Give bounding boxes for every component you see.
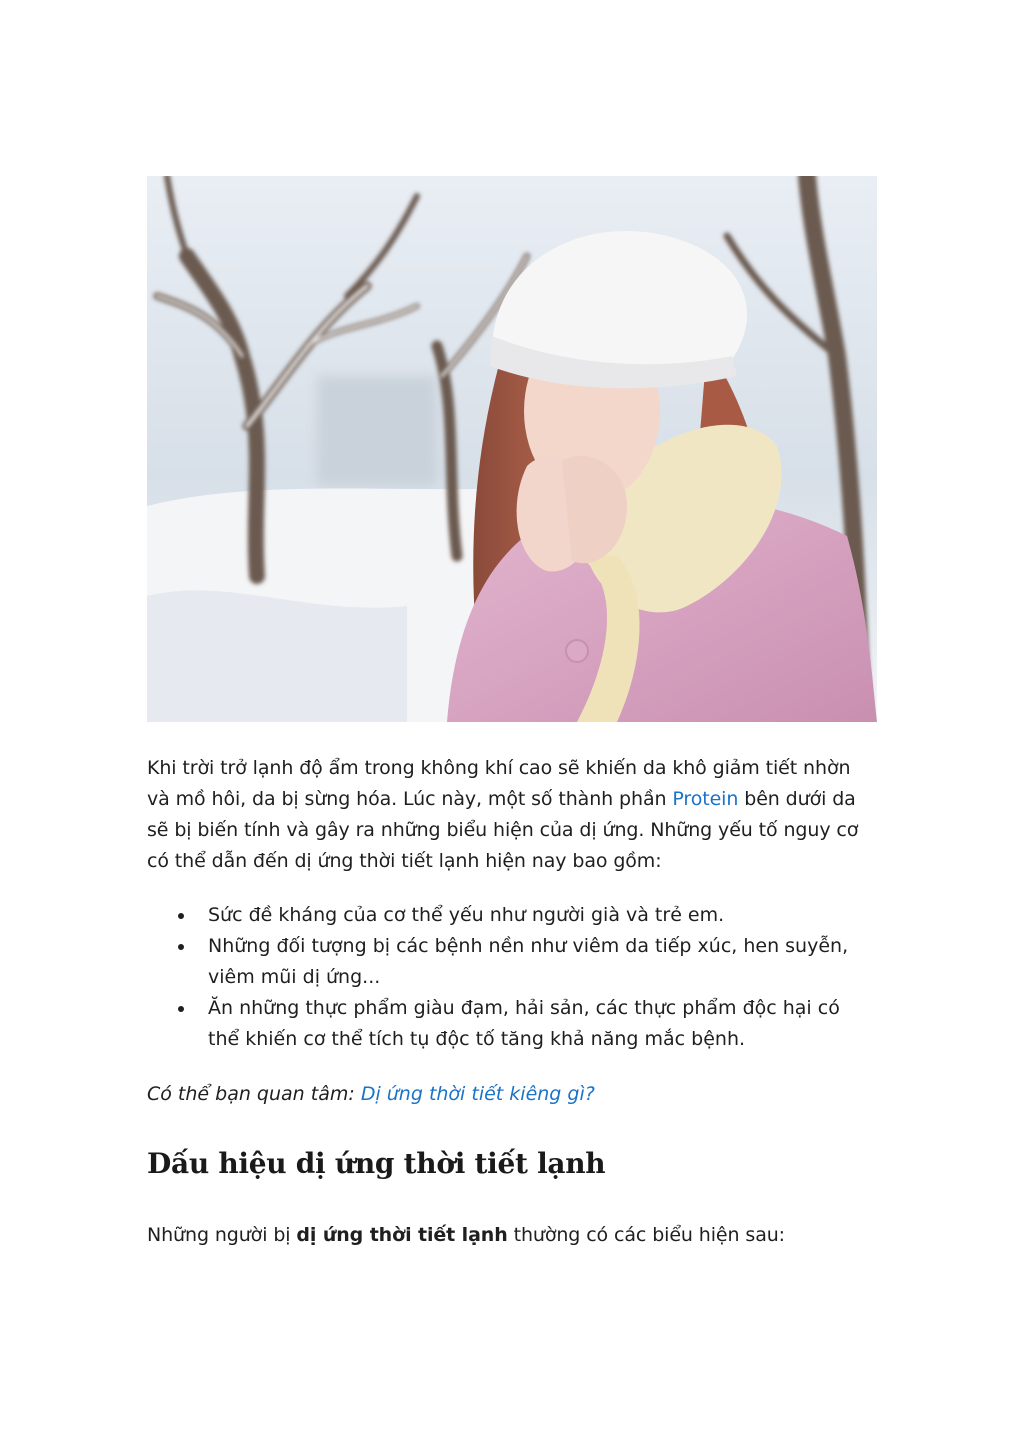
intro-text-end: bên dưới da sẽ bị biến tính và gây ra những biểu hiện của dị ứng. Những yếu tố nguy cơ có thể dẫn đến dị ứng thời tiết lạnh hiện nay bao gồm:: [147, 788, 859, 872]
intro-text-start: Khi trời trở lạnh độ ẩm trong không khí cao sẽ khiến da khô giảm tiết nhờn và mồ hôi, da bị sừng hóa. Lúc này, một số thành phần: [147, 757, 851, 810]
protein-link[interactable]: Protein: [672, 788, 739, 810]
list-item-text: Sức đề kháng của cơ thể yếu như người già và trẻ em.: [208, 904, 725, 926]
symptoms-text-end: thường có các biểu hiện sau:: [507, 1224, 785, 1246]
photo-illustration: [147, 176, 877, 722]
list-item-text: Những đối tượng bị các bệnh nền như viêm da tiếp xúc, hen suyễn, viêm mũi dị ứng...: [208, 935, 849, 988]
section-heading: Dấu hiệu dị ứng thời tiết lạnh: [147, 1147, 606, 1180]
symptoms-bold-term: dị ứng thời tiết lạnh: [296, 1224, 508, 1246]
list-item: [147, 993, 877, 1055]
bullet-icon: [178, 944, 184, 950]
symptoms-text-start: Những người bị: [147, 1224, 297, 1246]
bullet-icon: [178, 1006, 184, 1012]
winter-woman-photo: [147, 176, 877, 722]
list-item: [147, 900, 877, 931]
risk-factor-list: [147, 900, 877, 1055]
intro-paragraph: [147, 753, 877, 877]
related-article: [147, 1079, 595, 1110]
list-item-text: Ăn những thực phẩm giàu đạm, hải sản, các thực phẩm độc hại có thể khiến cơ thể tích tụ độc tố tăng khả năng mắc bệnh.: [208, 997, 840, 1050]
symptoms-intro-paragraph: [147, 1220, 877, 1251]
list-item: [147, 931, 877, 993]
bullet-icon: [178, 913, 184, 919]
related-prefix: Có thể bạn quan tâm:: [147, 1083, 361, 1105]
related-link[interactable]: Dị ứng thời tiết kiêng gì?: [360, 1083, 595, 1105]
